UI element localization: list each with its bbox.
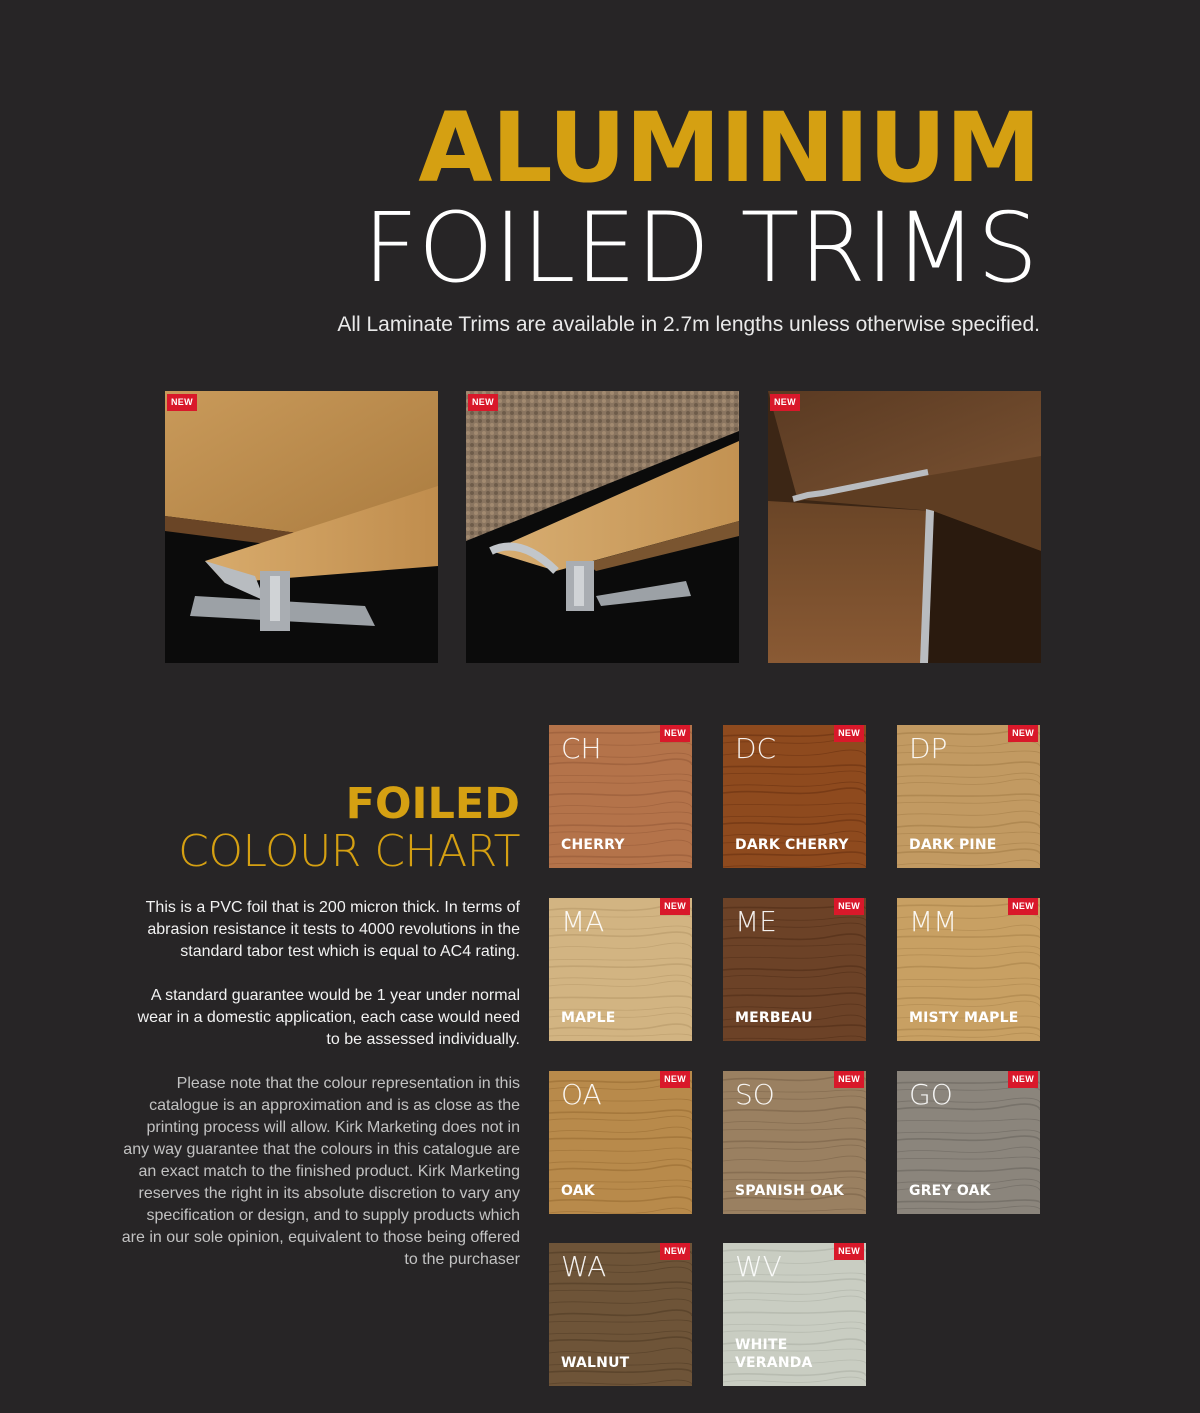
swatch-name: WALNUT [561,1355,630,1371]
foil-spec-paragraph: This is a PVC foil that is 200 micron thick. In terms of abrasion resistance it tests to 4000 revolutions in the standard tabor test which is equal to AC4 rating. [145,899,520,960]
swatch-name: SPANISH OAK [735,1183,844,1199]
swatch-dc [723,725,866,868]
swatch-name: CHERRY [561,837,625,853]
colour-chart-description [120,897,520,1293]
new-badge: NEW [660,1243,690,1260]
new-badge: NEW [167,394,197,411]
swatch-code: MA [561,905,605,938]
swatch-code: MM [909,905,958,938]
new-badge: NEW [834,898,864,915]
colour-chart-heading [178,779,520,877]
new-badge: NEW [1008,898,1038,915]
page-subtitle: FOILED TRIMS [362,192,1038,304]
swatch-code: WV [735,1250,782,1283]
swatch-so [723,1071,866,1214]
new-badge: NEW [660,725,690,742]
swatch-go [897,1071,1040,1214]
new-badge: NEW [468,394,498,411]
swatch-dp [897,725,1040,868]
new-badge: NEW [834,725,864,742]
tagline: All Laminate Trims are available in 2.7m lengths unless otherwise specified. [337,313,1040,336]
new-badge: NEW [1008,725,1038,742]
new-badge: NEW [834,1243,864,1260]
swatch-name: DARK PINE [909,837,997,853]
swatch-code: WA [561,1250,607,1283]
swatch-mm [897,898,1040,1041]
swatch-oa [549,1071,692,1214]
swatch-code: CH [561,732,602,765]
new-badge: NEW [770,394,800,411]
colour-chart-heading-bold: FOILED [345,779,520,829]
new-badge: NEW [660,898,690,915]
disclaimer-paragraph: Please note that the colour representation in this catalogue is an approximation and is as close as the printing process will allow. Kirk Marketing does not in any way guarantee that the colours in this catalogue are an exact match to the finished product. Kirk Marketing reserves the right in its absolute discretion to vary any specification or design, and to supply products which are in our sole opinion, equivalent to those being offered to the purchaser [121,1075,520,1268]
swatch-code: OA [561,1078,602,1111]
product-photo-stair-nosing [768,391,1041,663]
swatch-wa [549,1243,692,1386]
page-title: ALUMINIUM [418,92,1040,204]
swatch-ch [549,725,692,868]
swatch-name: OAK [561,1183,595,1199]
new-badge: NEW [834,1071,864,1088]
swatch-name: MISTY MAPLE [909,1010,1019,1026]
t-bar-trim-photo-icon [165,391,438,663]
product-photo-carpet [466,391,739,663]
swatch-name: DARK CHERRY [735,837,849,853]
swatch-name: GREY OAK [909,1183,991,1199]
new-badge: NEW [1008,1071,1038,1088]
swatch-code: GO [909,1078,953,1111]
swatch-ma [549,898,692,1041]
swatch-name: WHITE VERANDA [735,1337,813,1371]
swatch-wv [723,1243,866,1386]
swatch-code: ME [735,905,777,938]
swatch-code: DC [735,732,777,765]
product-photo-t-bar [165,391,438,663]
swatch-name: MAPLE [561,1010,616,1026]
stair-nosing-trim-photo-icon [768,391,1041,663]
swatch-code: SO [735,1078,775,1111]
colour-chart-heading-light: COLOUR CHART [178,826,520,877]
guarantee-paragraph: A standard guarantee would be 1 year under normal wear in a domestic application, each case would need to be assessed individually. [137,987,520,1048]
carpet-reducer-trim-photo-icon [466,391,739,663]
swatch-code: DP [909,732,948,765]
swatch-name: MERBEAU [735,1010,813,1026]
new-badge: NEW [660,1071,690,1088]
swatch-me [723,898,866,1041]
